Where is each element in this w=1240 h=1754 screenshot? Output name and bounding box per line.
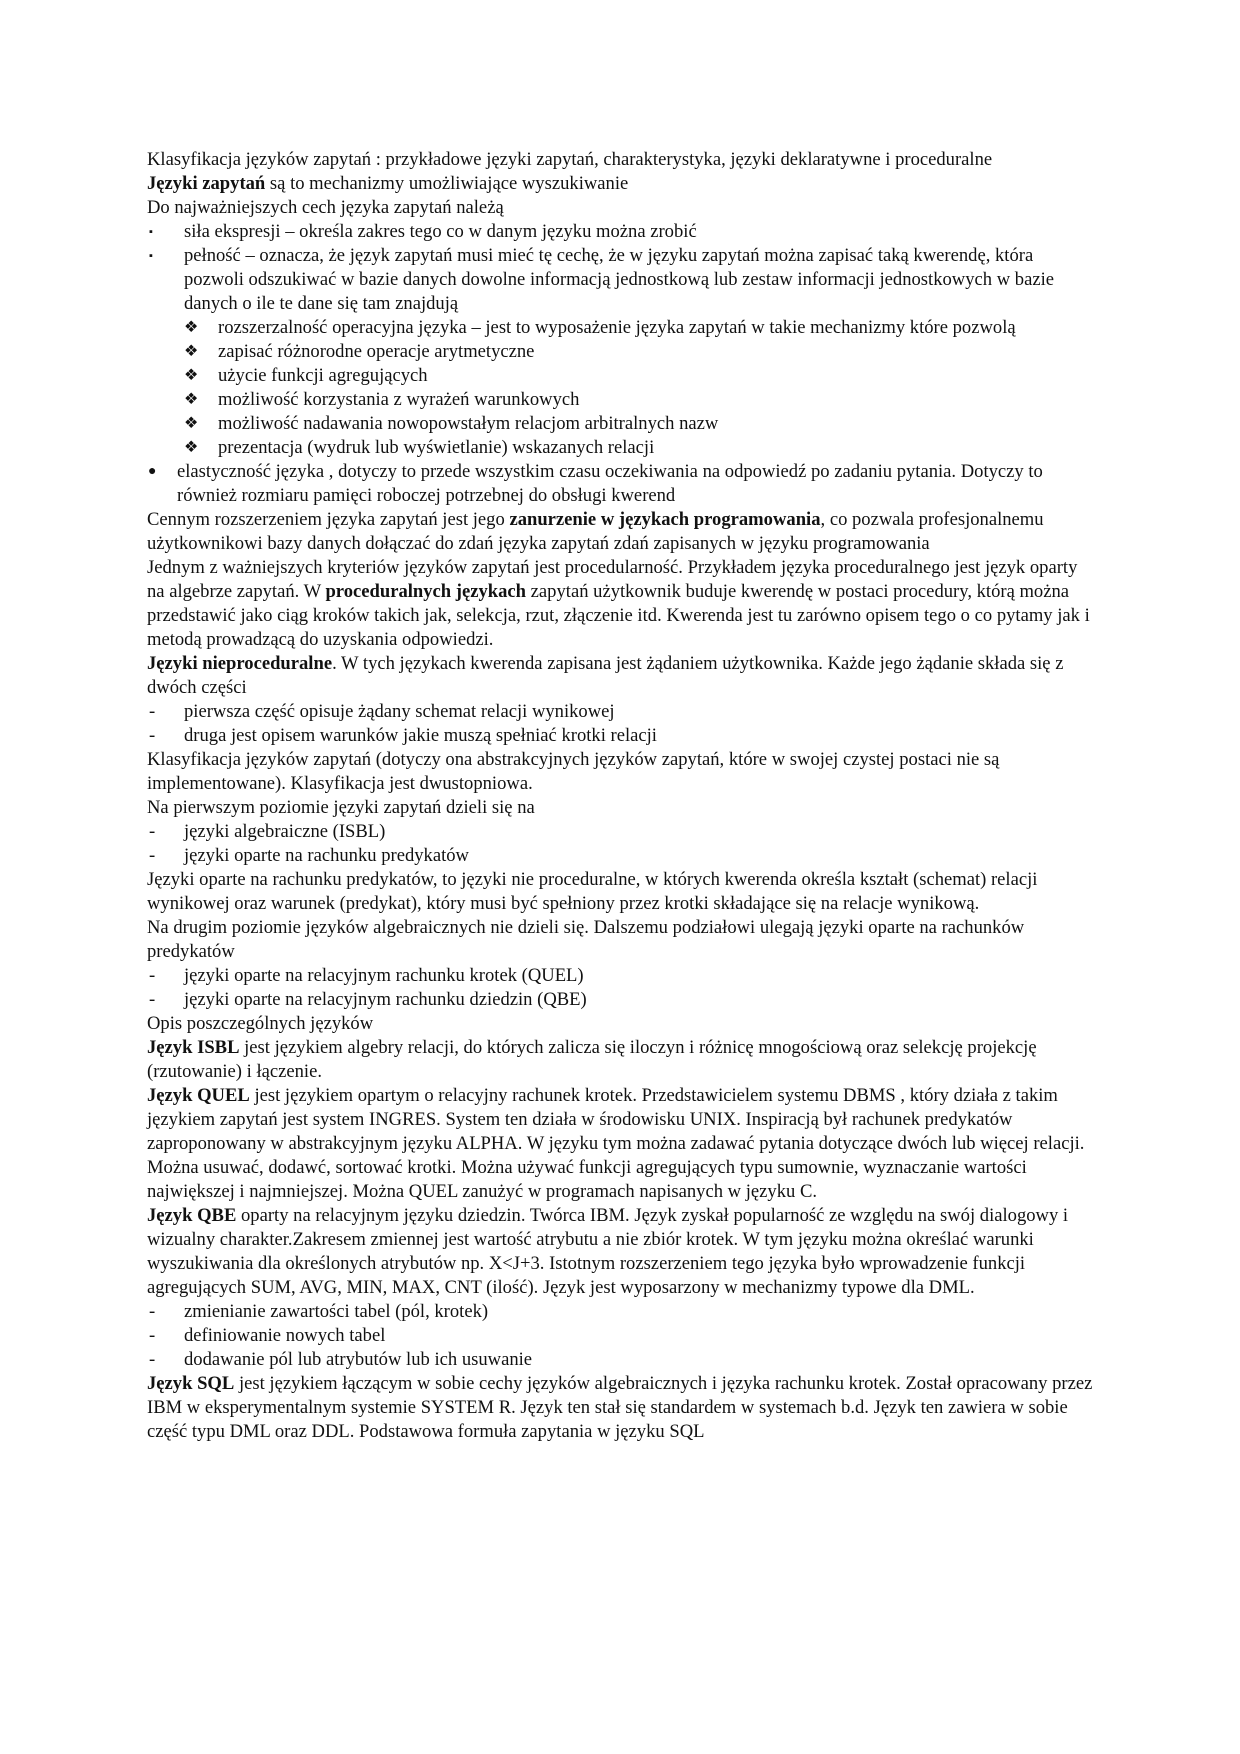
document-title: Klasyfikacja języków zapytań : przykładowe języki zapytań, charakterystyka, języki deklaratywne i proceduralne <box>147 149 993 170</box>
paragraph-text: Cennym rozszerzeniem języka zapytań jest jego <box>147 509 510 530</box>
document-body <box>147 148 1097 1444</box>
dash-bullet-icon: - <box>149 725 156 746</box>
paragraph-text: , co pozwala profesjonalnemu użytkownikowi bazy danych dołączać do zdań języka zapytań zdań zapisanych w języku programowania <box>147 509 1044 554</box>
list-item <box>147 220 1097 244</box>
list-item <box>147 1300 1097 1324</box>
dash-bullet-icon: - <box>149 1325 156 1346</box>
paragraph-features-intro: Do najważniejszych cech języka zapytań należą <box>147 197 504 218</box>
diamond-bullet-icon: ❖ <box>184 439 199 456</box>
paragraph-predicates: Języki oparte na rachunku predykatów, to języki nie proceduralne, w których kwerenda określa kształt (schemat) relacji wynikowej oraz warunek (predykat), który musi być spełniony przez krotki składające się na relacje wynikową. <box>147 869 1038 914</box>
square-bullet-icon: ▪ <box>149 226 153 238</box>
list-item-text: zmienianie zawartości tabel (pól, krotek) <box>184 1301 489 1322</box>
list-item-text: języki oparte na relacyjnym rachunku dziedzin (QBE) <box>184 989 587 1010</box>
list-item <box>147 340 1097 364</box>
paragraph-text: jest językiem algebry relacji, do których zalicza się iloczyn i różnicę mnogościową oraz selekcję projekcję (rzutowanie) i łączenie. <box>147 1037 1037 1082</box>
list-item-text: elastyczność języka , dotyczy to przede wszystkim czasu oczekiwania na odpowiedź po zadaniu pytania. Dotyczy to również rozmiaru pamięci roboczej potrzebnej do obsługi kwerend <box>177 461 1043 506</box>
paragraph-isbl <box>147 1036 1097 1084</box>
term-nieproceduralne: Języki nieproceduralne <box>147 653 333 674</box>
paragraph-procedural <box>147 556 1097 652</box>
square-bullet-icon: ▪ <box>149 250 153 262</box>
paragraph-languages-heading: Opis poszczególnych języków <box>147 1013 374 1034</box>
term-proceduralne: proceduralnych językach <box>325 581 527 602</box>
list-item <box>147 316 1097 340</box>
paragraph-first-level: Na pierwszym poziomie języki zapytań dzieli się na <box>147 797 535 818</box>
list-item <box>147 700 1097 724</box>
term-qbe: Język QBE <box>147 1205 237 1226</box>
list-item-text: języki oparte na rachunku predykatów <box>184 845 469 866</box>
paragraph-text: jest językiem łączącym w sobie cechy języków algebraicznych i języka rachunku krotek. Został opracowany przez IBM w eksperymentalnym systemie SYSTEM R. Język ten stał się standardem w systemach b.d. Język ten zawiera w sobie część typu DML oraz DDL. Podstawowa formuła zapytania w języku SQL <box>147 1373 1093 1442</box>
list-item-text: prezentacja (wydruk lub wyświetlanie) wskazanych relacji <box>218 437 655 458</box>
list-item-text: pierwsza część opisuje żądany schemat relacji wynikowej <box>184 701 615 722</box>
paragraph-nonprocedural <box>147 652 1097 700</box>
paragraph-text: oparty na relacyjnym języku dziedzin. Twórca IBM. Język zyskał popularność ze względu na swój dialogowy i wizualny charakter.Zakresem zmiennej jest wartość atrybutu a nie zbiór krotek. W tym języku można określać warunki wyszukiwania dla określonych atrybutów np. X<J+3. Istotnym rozszerzeniem tego języka było wprowadzenie funkcji agregujących SUM, AVG, MIN, MAX, CNT (ilość). Język jest wyposarzony w mechanizmy typowe dla DML. <box>147 1205 1069 1298</box>
list-item <box>147 460 1097 508</box>
list-item <box>147 964 1097 988</box>
list-item <box>147 364 1097 388</box>
diamond-bullet-icon: ❖ <box>184 343 199 360</box>
list-item-text: języki oparte na relacyjnym rachunku krotek (QUEL) <box>184 965 584 986</box>
dash-bullet-icon: - <box>149 701 156 722</box>
paragraph-embedding <box>147 508 1097 556</box>
list-item-text: języki algebraiczne (ISBL) <box>184 821 386 842</box>
term-sql: Język SQL <box>147 1373 235 1394</box>
diamond-bullet-icon: ❖ <box>184 319 199 336</box>
term-quel: Język QUEL <box>147 1085 250 1106</box>
list-item-text: zapisać różnorodne operacje arytmetyczne <box>218 341 535 362</box>
paragraph-sql <box>147 1372 1097 1444</box>
paragraph-text: Jednym z ważniejszych kryteriów języków zapytań jest procedularność. Przykładem języka proceduralnego jest język oparty na algebrze zapytań. W <box>147 557 1078 602</box>
paragraph-classification: Klasyfikacja języków zapytań (dotyczy ona abstrakcyjnych języków zapytań, które w swojej czystej postaci nie są implementowane). Klasyfikacja jest dwustopniowa. <box>147 749 1000 794</box>
paragraph-text: są to mechanizmy umożliwiające wyszukiwanie <box>265 173 629 194</box>
dash-bullet-icon: - <box>149 1301 156 1322</box>
list-item <box>147 820 1097 844</box>
list-item-text: pełność – oznacza, że język zapytań musi mieć tę cechę, że w języku zapytań można zapisać taką kwerendę, która pozwoli odszukiwać w bazie danych dowolne informacją jednostkową lub zestaw informacji jednostkowych w bazie danych o ile te dane się tam znajdują <box>184 245 1055 314</box>
paragraph-second-level: Na drugim poziomie języków algebraicznych nie dzieli się. Dalszemu podziałowi ulegają języki oparte na rachunków predykatów <box>147 917 1025 962</box>
list-item <box>147 724 1097 748</box>
dash-bullet-icon: - <box>149 821 156 842</box>
diamond-bullet-icon: ❖ <box>184 367 199 384</box>
term-jezyki-zapytan: Języki zapytań <box>147 173 266 194</box>
list-item-text: rozszerzalność operacyjna języka – jest to wyposażenie języka zapytań w takie mechanizmy które pozwolą <box>218 317 1016 338</box>
paragraph-text: jest językiem opartym o relacyjny rachunek krotek. Przedstawicielem systemu DBMS , który działa z takim językiem zapytań jest system INGRES. System ten działa w środowisku UNIX. Inspiracją był rachunek predykatów zaproponowany w abstrakcyjnym języku ALPHA. W języku tym można zadawać pytania dotyczące dwóch lub więcej relacji. Można usuwać, dodawć, sortować krotki. Można używać funkcji agregujących typu sumownie, wyznaczanie wartości największej i najmniejszej. Można QUEL zanużyć w programach napisanych w języku C. <box>147 1085 1085 1202</box>
paragraph-definition <box>147 172 1097 196</box>
list-item <box>147 988 1097 1012</box>
list-item <box>147 436 1097 460</box>
round-bullet-icon: ● <box>148 464 157 479</box>
paragraph-text: . W tych językach kwerenda zapisana jest żądaniem użytkownika. Każde jego żądanie składa się z dwóch części <box>147 653 1064 698</box>
list-item-text: druga jest opisem warunków jakie muszą spełniać krotki relacji <box>184 725 657 746</box>
dash-bullet-icon: - <box>149 989 156 1010</box>
list-item-text: możliwość korzystania z wyrażeń warunkowych <box>218 389 580 410</box>
diamond-bullet-icon: ❖ <box>184 391 199 408</box>
list-item <box>147 1324 1097 1348</box>
dash-bullet-icon: - <box>149 845 156 866</box>
list-item <box>147 412 1097 436</box>
list-item <box>147 388 1097 412</box>
list-item-text: możliwość nadawania nowopowstałym relacjom arbitralnych nazw <box>218 413 719 434</box>
dash-bullet-icon: - <box>149 965 156 986</box>
list-item-text: dodawanie pól lub atrybutów lub ich usuwanie <box>184 1349 533 1370</box>
paragraph-quel <box>147 1084 1097 1204</box>
list-item <box>147 844 1097 868</box>
term-isbl: Język ISBL <box>147 1037 240 1058</box>
term-zanurzenie: zanurzenie w językach programowania <box>509 509 821 530</box>
list-item-text: siła ekspresji – określa zakres tego co w danym języku można zrobić <box>184 221 697 242</box>
diamond-bullet-icon: ❖ <box>184 415 199 432</box>
list-item-text: definiowanie nowych tabel <box>184 1325 386 1346</box>
list-item <box>147 1348 1097 1372</box>
paragraph-text: zapytań użytkownik buduje kwerendę w postaci procedury, którą można przedstawić jako ciąg kroków takich jak, selekcja, rzut, złączenie itd. Kwerenda jest tu zarówno opisem tego o co pytamy jak i metodą prowadzącą do uzyskania odpowiedzi. <box>147 581 1090 650</box>
list-item-text: użycie funkcji agregujących <box>218 365 428 386</box>
dash-bullet-icon: - <box>149 1349 156 1370</box>
list-item <box>147 244 1097 316</box>
paragraph-qbe <box>147 1204 1097 1300</box>
